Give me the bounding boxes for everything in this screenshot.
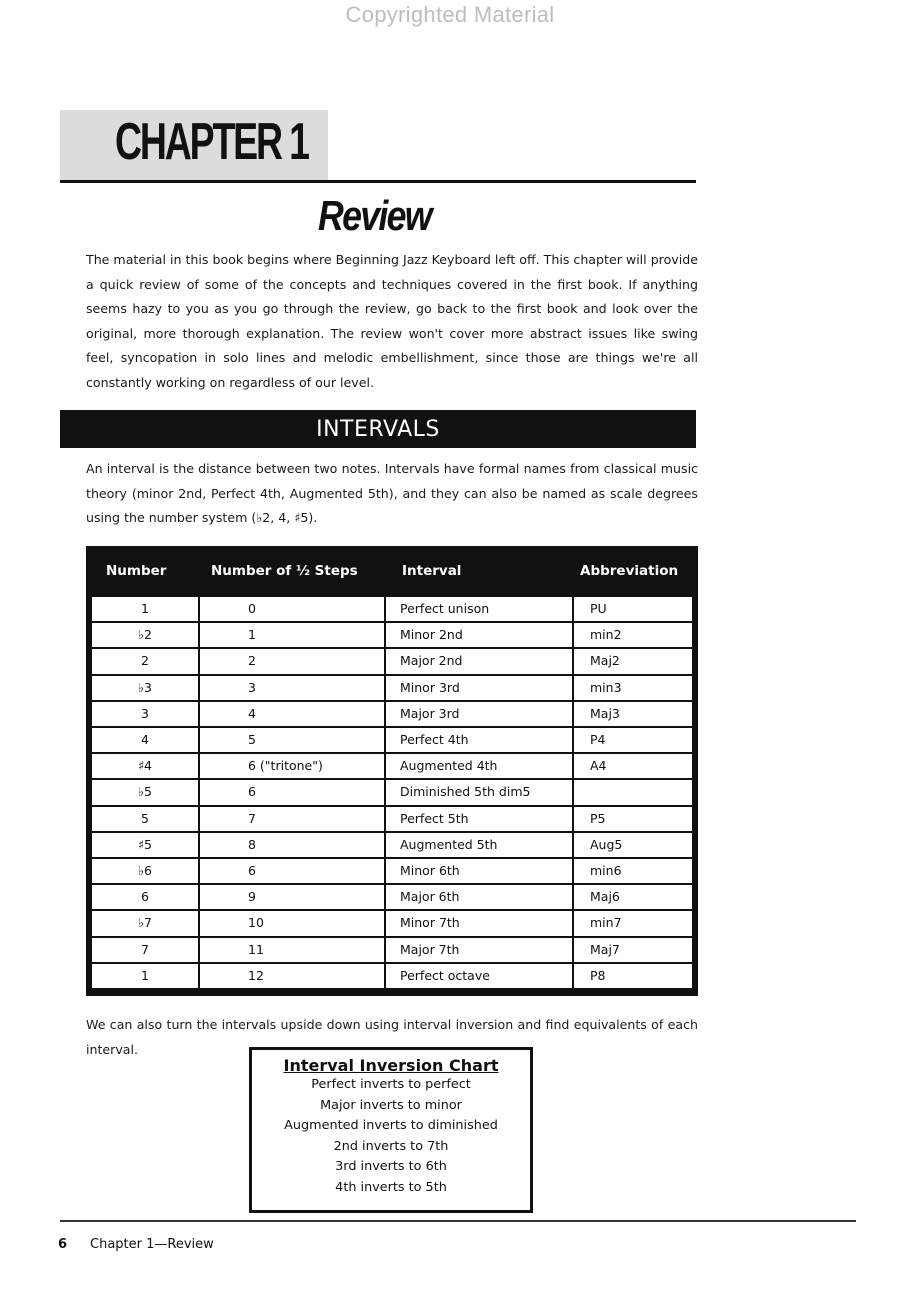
cell-abbreviation — [574, 597, 692, 621]
inversion-chart-box — [249, 1047, 533, 1213]
cell-number — [92, 780, 198, 804]
cell-half-steps — [200, 807, 384, 831]
cell-abbreviation-text: P5 — [590, 810, 606, 826]
cell-abbreviation-text — [574, 784, 590, 799]
cell-number — [92, 859, 198, 883]
cell-interval-text: Augmented 5th — [400, 836, 498, 852]
cell-number-text: 1 — [141, 967, 149, 983]
cell-interval — [386, 676, 572, 700]
cell-number — [92, 833, 198, 857]
cell-number-text: ♯5 — [137, 836, 152, 852]
header-half-steps: Number of ½ Steps — [211, 563, 358, 579]
cell-half-steps-text: 6 — [248, 784, 256, 800]
cell-half-steps-text: 10 — [248, 915, 264, 931]
inversion-line: Perfect inverts to perfect — [311, 1077, 471, 1092]
cell-interval — [386, 623, 572, 647]
cell-number — [92, 597, 198, 621]
chapter-title: Review — [318, 192, 431, 239]
running-footer: Chapter 1—Review — [90, 1237, 214, 1252]
cell-abbreviation — [574, 859, 692, 883]
cell-interval-text: Minor 7th — [400, 915, 460, 931]
cell-interval-text: Augmented 4th — [400, 758, 498, 774]
table-body — [92, 596, 692, 990]
cell-half-steps — [200, 623, 384, 647]
cell-abbreviation — [574, 623, 692, 647]
cell-half-steps — [200, 597, 384, 621]
cell-half-steps-text: 8 — [248, 836, 256, 852]
header-abbreviation: Abbreviation — [580, 563, 679, 579]
table-row — [92, 911, 692, 935]
cell-abbreviation-text: Maj7 — [590, 941, 620, 957]
cell-half-steps-text: 6 ("tritone") — [248, 758, 323, 774]
cell-number — [92, 754, 198, 778]
cell-interval-text: Perfect 4th — [400, 732, 469, 747]
cell-number-text: ♭7 — [138, 915, 152, 931]
table-row — [92, 597, 692, 621]
table-row — [92, 676, 692, 700]
cell-abbreviation-text: A4 — [590, 758, 607, 774]
cell-abbreviation-text: Maj6 — [590, 889, 620, 905]
cell-interval — [386, 649, 572, 673]
cell-number-text: 3 — [141, 705, 149, 721]
cell-half-steps — [200, 911, 384, 935]
cell-interval — [386, 754, 572, 778]
inversion-line: 2nd inverts to 7th — [333, 1138, 449, 1154]
cell-interval — [386, 964, 572, 988]
cell-interval — [386, 911, 572, 935]
cell-interval-text: Major 7th — [400, 941, 460, 957]
cell-abbreviation — [574, 676, 692, 700]
cell-interval — [386, 833, 572, 857]
table-row — [92, 728, 692, 752]
cell-interval-text: Perfect octave — [400, 967, 490, 983]
cell-abbreviation-text: Maj2 — [590, 653, 620, 669]
cell-interval-text: Major 2nd — [400, 653, 463, 669]
cell-half-steps — [200, 938, 384, 962]
inversion-line: 4th inverts to 5th — [335, 1179, 447, 1195]
table-row — [92, 964, 692, 988]
cell-number — [92, 911, 198, 935]
inversion-line: Augmented inverts to diminished — [284, 1118, 498, 1134]
table-row — [92, 833, 692, 857]
table-row — [92, 780, 692, 804]
copyright-watermark: Copyrighted Material — [345, 2, 555, 27]
cell-half-steps-text: 1 — [248, 627, 256, 643]
cell-number — [92, 728, 198, 752]
cell-number-text: 2 — [141, 653, 149, 669]
cell-half-steps-text: 9 — [248, 889, 256, 905]
inversion-line: Major inverts to minor — [320, 1097, 462, 1113]
cell-abbreviation-text: min2 — [590, 627, 622, 643]
interval-paragraph: An interval is the distance between two notes. Intervals have formal names from classical music theory (minor 2nd, Perfect 4th, Augmented 5th), and they can also be named as scale degrees using the number system (♭2, 4, ♯5). — [86, 461, 698, 525]
cell-half-steps — [200, 859, 384, 883]
cell-number — [92, 623, 198, 647]
cell-half-steps — [200, 885, 384, 909]
cell-interval-text: Perfect 5th — [400, 810, 469, 826]
chapter-divider — [60, 180, 696, 183]
cell-interval-text: Minor 3rd — [400, 679, 460, 695]
cell-interval — [386, 780, 572, 804]
cell-interval — [386, 702, 572, 726]
section-header-bar — [60, 410, 696, 448]
section-title: INTERVALS — [316, 416, 440, 442]
cell-number — [92, 807, 198, 831]
inversion-chart-title: Interval Inversion Chart — [283, 1056, 499, 1075]
cell-half-steps-text: 11 — [248, 941, 264, 957]
cell-abbreviation-text: Aug5 — [590, 836, 623, 852]
cell-interval — [386, 597, 572, 621]
cell-half-steps-text: 12 — [248, 967, 264, 983]
cell-number-text: 4 — [141, 732, 149, 747]
cell-abbreviation-text: Maj3 — [590, 705, 620, 721]
table-header — [86, 546, 698, 596]
cell-interval-text: Major 6th — [400, 889, 460, 905]
cell-number — [92, 702, 198, 726]
table-row — [92, 623, 692, 647]
intervals-table — [86, 546, 698, 996]
intro-paragraph: The material in this book begins where Beginning Jazz Keyboard left off. This chapter will provide a quick review of some of the concepts and techniques covered in the first book. If anything seems hazy to you as you go through the review, go back to the first book and look over the original, more thorough explanation. The review won't cover more abstract issues like swing feel, syncopation in solo lines and melodic embellishment, since those are things we're all constantly working on regardless of our level. — [86, 252, 698, 390]
cell-interval-text: Major 3rd — [400, 705, 460, 721]
cell-abbreviation — [574, 754, 692, 778]
header-interval: Interval — [402, 563, 462, 579]
cell-abbreviation — [574, 833, 692, 857]
cell-number-text: 5 — [141, 810, 149, 826]
cell-half-steps-text: 6 — [248, 863, 256, 878]
cell-number-text: ♭6 — [138, 863, 152, 878]
cell-abbreviation-text: PU — [590, 601, 607, 616]
cell-abbreviation — [574, 728, 692, 752]
cell-interval — [386, 728, 572, 752]
cell-interval-text: Minor 2nd — [400, 627, 463, 643]
header-number: Number — [106, 563, 167, 579]
cell-interval — [386, 885, 572, 909]
cell-abbreviation-text: min6 — [590, 863, 622, 878]
cell-number-text: 7 — [141, 941, 149, 957]
cell-abbreviation-text: P4 — [590, 732, 606, 747]
cell-number — [92, 964, 198, 988]
cell-half-steps-text: 7 — [248, 810, 256, 826]
page-number: 6 — [58, 1237, 68, 1252]
cell-number-text: ♭5 — [138, 784, 152, 800]
cell-interval — [386, 938, 572, 962]
cell-half-steps — [200, 964, 384, 988]
footer-divider — [60, 1220, 856, 1222]
cell-abbreviation — [574, 780, 692, 804]
cell-half-steps — [200, 780, 384, 804]
cell-abbreviation-text: P8 — [590, 967, 606, 983]
inversion-paragraph: We can also turn the intervals upside down using interval inversion and find equivalents of each interval. — [86, 1017, 698, 1057]
cell-half-steps-text: 5 — [248, 732, 256, 747]
cell-abbreviation — [574, 807, 692, 831]
table-row — [92, 754, 692, 778]
cell-number — [92, 938, 198, 962]
cell-abbreviation — [574, 938, 692, 962]
cell-interval-text: Perfect unison — [400, 601, 490, 616]
cell-interval — [386, 807, 572, 831]
table-row — [92, 807, 692, 831]
cell-number-text: ♭2 — [138, 627, 152, 643]
cell-number-text: ♭3 — [138, 679, 152, 695]
cell-interval-text: Diminished 5th dim5 — [400, 784, 531, 800]
cell-half-steps — [200, 833, 384, 857]
chapter-heading: CHAPTER 1 — [115, 113, 308, 171]
cell-half-steps — [200, 676, 384, 700]
cell-abbreviation — [574, 885, 692, 909]
cell-half-steps-text: 3 — [248, 679, 256, 695]
cell-abbreviation — [574, 964, 692, 988]
cell-number — [92, 649, 198, 673]
cell-abbreviation-text: min3 — [590, 679, 622, 695]
cell-abbreviation — [574, 702, 692, 726]
cell-interval-text: Minor 6th — [400, 863, 460, 878]
cell-half-steps — [200, 754, 384, 778]
cell-interval — [386, 859, 572, 883]
cell-half-steps-text: 2 — [248, 653, 256, 669]
cell-half-steps-text: 4 — [248, 705, 256, 721]
table-row — [92, 859, 692, 883]
cell-half-steps — [200, 728, 384, 752]
table-row — [92, 938, 692, 962]
table-row — [92, 702, 692, 726]
cell-number-text: 1 — [141, 601, 149, 616]
cell-abbreviation — [574, 911, 692, 935]
cell-number — [92, 885, 198, 909]
cell-abbreviation-text: min7 — [590, 915, 622, 931]
cell-half-steps-text: 0 — [248, 601, 256, 616]
cell-number — [92, 676, 198, 700]
table-row — [92, 649, 692, 673]
table-row — [92, 885, 692, 909]
inversion-line: 3rd inverts to 6th — [335, 1159, 447, 1175]
cell-number-text: ♯4 — [137, 758, 152, 774]
cell-half-steps — [200, 649, 384, 673]
cell-half-steps — [200, 702, 384, 726]
cell-abbreviation — [574, 649, 692, 673]
cell-number-text: 6 — [141, 889, 149, 905]
